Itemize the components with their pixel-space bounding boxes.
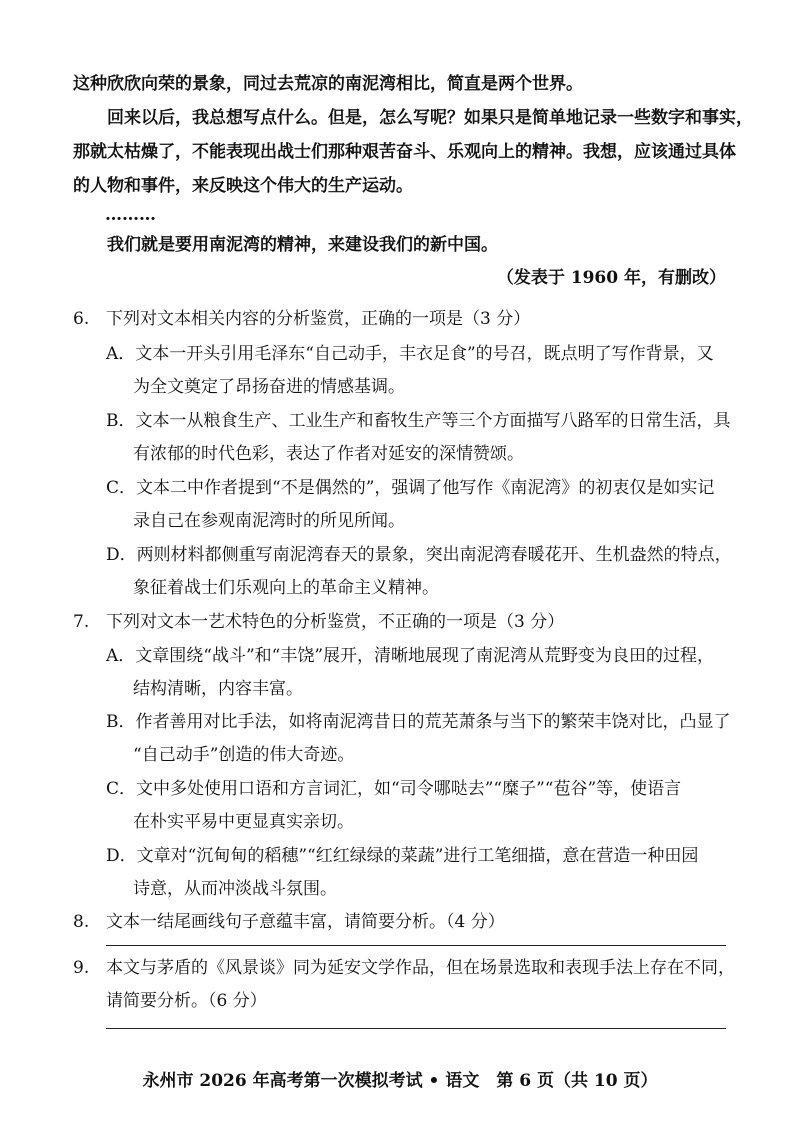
option-line: 诗意，从而冲淡战斗氛围。 [133,879,337,899]
option-line: 录自己在参观南泥湾时的所见所闻。 [133,511,405,531]
option-line: C．文中多处使用口语和方言词汇，如“司令哪哒去”“糜子”“苞谷”等，使语言 [106,779,682,799]
answer-line[interactable] [106,945,726,946]
question-number: 6. [73,309,90,329]
option-line: 为全文奠定了昂扬奋进的情感基调。 [133,377,405,397]
passage-line: 我们就是要用南泥湾的精神，来建设我们的新中国。 [107,235,498,255]
question-stem: 本文与茅盾的《风景谈》同为延安文学作品，但在场景选取和表现手法上存在不同， [106,958,735,978]
option-line: 有浓郁的时代色彩，表达了作者对延安的深情赞颂。 [133,444,524,464]
option-line: D．文章对“沉甸甸的稻穗”“红红绿绿的菜蔬”进行工笔细描，意在营造一种田园 [106,846,699,866]
option-line: 结构清晰，内容丰富。 [133,679,303,699]
option-line: B．文本一从粮食生产、工业生产和畜牧生产等三个方面描写八路军的日常生活，具 [106,411,731,431]
option-line: 象征着战士们乐观向上的革命主义精神。 [133,578,439,598]
question-stem: 文本一结尾画线句子意蕴丰富，请简要分析。（4 分） [106,912,505,932]
question-number: 8. [73,912,90,932]
option-line: C．文本二中作者提到“不是偶然的”，强调了他写作《南泥湾》的初衷仅是如实记 [106,478,715,498]
passage-line: 回来以后，我总想写点什么。但是，怎么写呢？如果只是简单地记录一些数字和事实， [107,108,753,128]
option-line: “自己动手”创造的伟大奇迹。 [133,745,355,765]
ellipsis: ……… [105,205,156,225]
question-stem: 请简要分析。（6 分） [106,991,267,1011]
answer-line[interactable] [106,1028,726,1029]
option-line: B．作者善用对比手法，如将南泥湾昔日的荒芜萧条与当下的繁荣丰饶对比，凸显了 [106,712,731,732]
question-number: 7. [73,612,90,632]
option-line: A．文章围绕“战斗”和“丰饶”展开，清晰地展现了南泥湾从荒野变为良田的过程， [106,646,715,666]
question-stem: 下列对文本一艺术特色的分析鉴赏，不正确的一项是（3 分） [106,612,565,632]
page-footer: 永州市 2026 年高考第一次模拟考试 • 语文 第 6 页（共 10 页） [142,1071,658,1091]
passage-line: 那就太枯燥了，不能表现出战士们那种艰苦奋斗、乐观向上的精神。我想，应该通过具体 [73,142,736,162]
passage-line: 这种欣欣向荣的景象，同过去荒凉的南泥湾相比，简直是两个世界。 [73,74,583,94]
option-line: 在朴实平易中更显真实亲切。 [133,812,354,832]
passage-line: 的人物和事件，来反映这个伟大的生产运动。 [73,176,413,196]
source-note: （发表于 1960 年，有删改） [496,268,726,288]
option-line: D．两则材料都侧重写南泥湾春天的景象，突出南泥湾春暖花开、生机盎然的特点， [106,545,732,565]
question-number: 9. [73,958,90,978]
question-stem: 下列对文本相关内容的分析鉴赏，正确的一项是（3 分） [106,309,531,329]
option-line: A．文本一开头引用毛泽东“自己动手，丰衣足食”的号召，既点明了写作背景，又 [106,344,714,364]
